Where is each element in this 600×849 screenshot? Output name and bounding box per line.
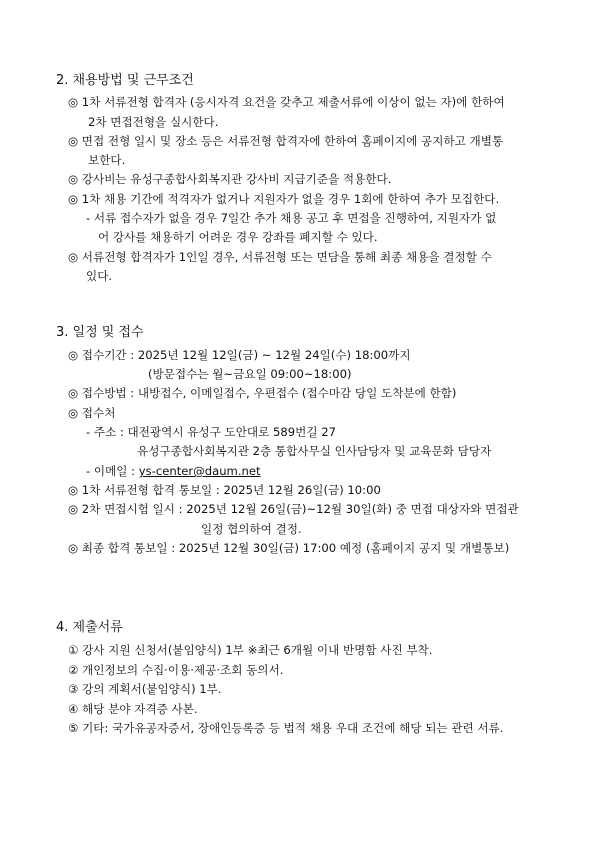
- s4-item-2: ② 개인정보의 수집·이용·제공·조회 동의서.: [68, 663, 284, 677]
- s3-interview-cont: 일정 협의하여 결정.: [201, 522, 302, 536]
- s2-item-6: ◎ 서류전형 합격자가 1인일 경우, 서류전형 또는 면담을 통해 최종 채용을 결정할 수: [68, 250, 492, 264]
- s4-item-5: ⑤ 기타: 국가유공자증서, 장애인등록증 등 법적 채용 우대 조건에 해당 되는 관련 서류.: [68, 721, 504, 735]
- s4-item-1: ① 강사 지원 신청서(붙임양식) 1부 ※최근 6개월 이내 반명함 사진 부착.: [68, 643, 433, 657]
- s2-item-2: ◎ 면접 전형 일시 및 장소 등은 서류전형 합격자에 한하여 홈페이지에 공지하고 개별통: [68, 134, 504, 148]
- s3-address-cont: 유성구종합사회복지관 2층 통합사무실 인사담당자 및 교육문화 담당자: [137, 444, 492, 458]
- s3-period: ◎ 접수기간 : 2025년 12월 12일(금) ~ 12월 24일(수) 18:00까지: [68, 348, 411, 362]
- section-3-title: 3. 일정 및 접수: [56, 325, 144, 340]
- s2-item-4: ◎ 1차 채용 기간에 적격자가 없거나 지원자가 없을 경우 1회에 한하여 추가 모집한다.: [68, 192, 500, 206]
- s4-item-3: ③ 강의 계획서(붙임양식) 1부.: [68, 682, 222, 696]
- s3-email-label: - 이메일 :: [86, 464, 139, 478]
- s3-first-notice: ◎ 1차 서류전형 합격 통보일 : 2025년 12월 26일(금) 10:00: [68, 483, 381, 497]
- s3-final-notice: ◎ 최종 합격 통보일 : 2025년 12월 30일(금) 17:00 예정 (홈페이지 공지 및 개별통보): [68, 541, 510, 555]
- section-2-title: 2. 채용방법 및 근무조건: [56, 73, 194, 88]
- s4-item-4: ④ 해당 분야 자격증 사본.: [68, 702, 198, 716]
- s3-period-note: (방문접수는 월~금요일 09:00~18:00): [148, 367, 352, 381]
- s2-item-1: ◎ 1차 서류전형 합격자 (응시자격 요건을 갖추고 제출서류에 이상이 없는 자)에 한하여: [68, 95, 505, 109]
- s2-item-5-cont: 어 강사를 채용하기 어려운 경우 강좌를 폐지할 수 있다.: [98, 230, 378, 244]
- s3-interview: ◎ 2차 면접시험 일시 : 2025년 12월 26일(금)~12월 30일(화) 중 면접 대상자와 면접관: [68, 502, 519, 516]
- s3-address: - 주소 : 대전광역시 유성구 도안대로 589번길 27: [86, 425, 336, 439]
- s3-place: ◎ 접수처: [68, 406, 116, 420]
- s2-item-3: ◎ 강사비는 유성구종합사회복지관 강사비 지급기준을 적용한다.: [68, 172, 392, 186]
- s3-email-row: [86, 462, 261, 482]
- s2-item-1-cont: 2차 면접전형을 실시한다.: [88, 115, 219, 129]
- s2-item-6-cont: 있다.: [86, 269, 113, 283]
- s3-method: ◎ 접수방법 : 내방접수, 이메일접수, 우편접수 (접수마감 당일 도착분에 한함): [68, 386, 457, 400]
- email-link[interactable]: ys-center@daum.net: [138, 464, 261, 478]
- s2-item-5: - 서류 접수자가 없을 경우 7일간 추가 채용 공고 후 면접을 진행하여, 지원자가 없: [86, 211, 497, 225]
- s2-item-2-cont: 보한다.: [88, 153, 126, 167]
- section-4-title: 4. 제출서류: [56, 620, 123, 635]
